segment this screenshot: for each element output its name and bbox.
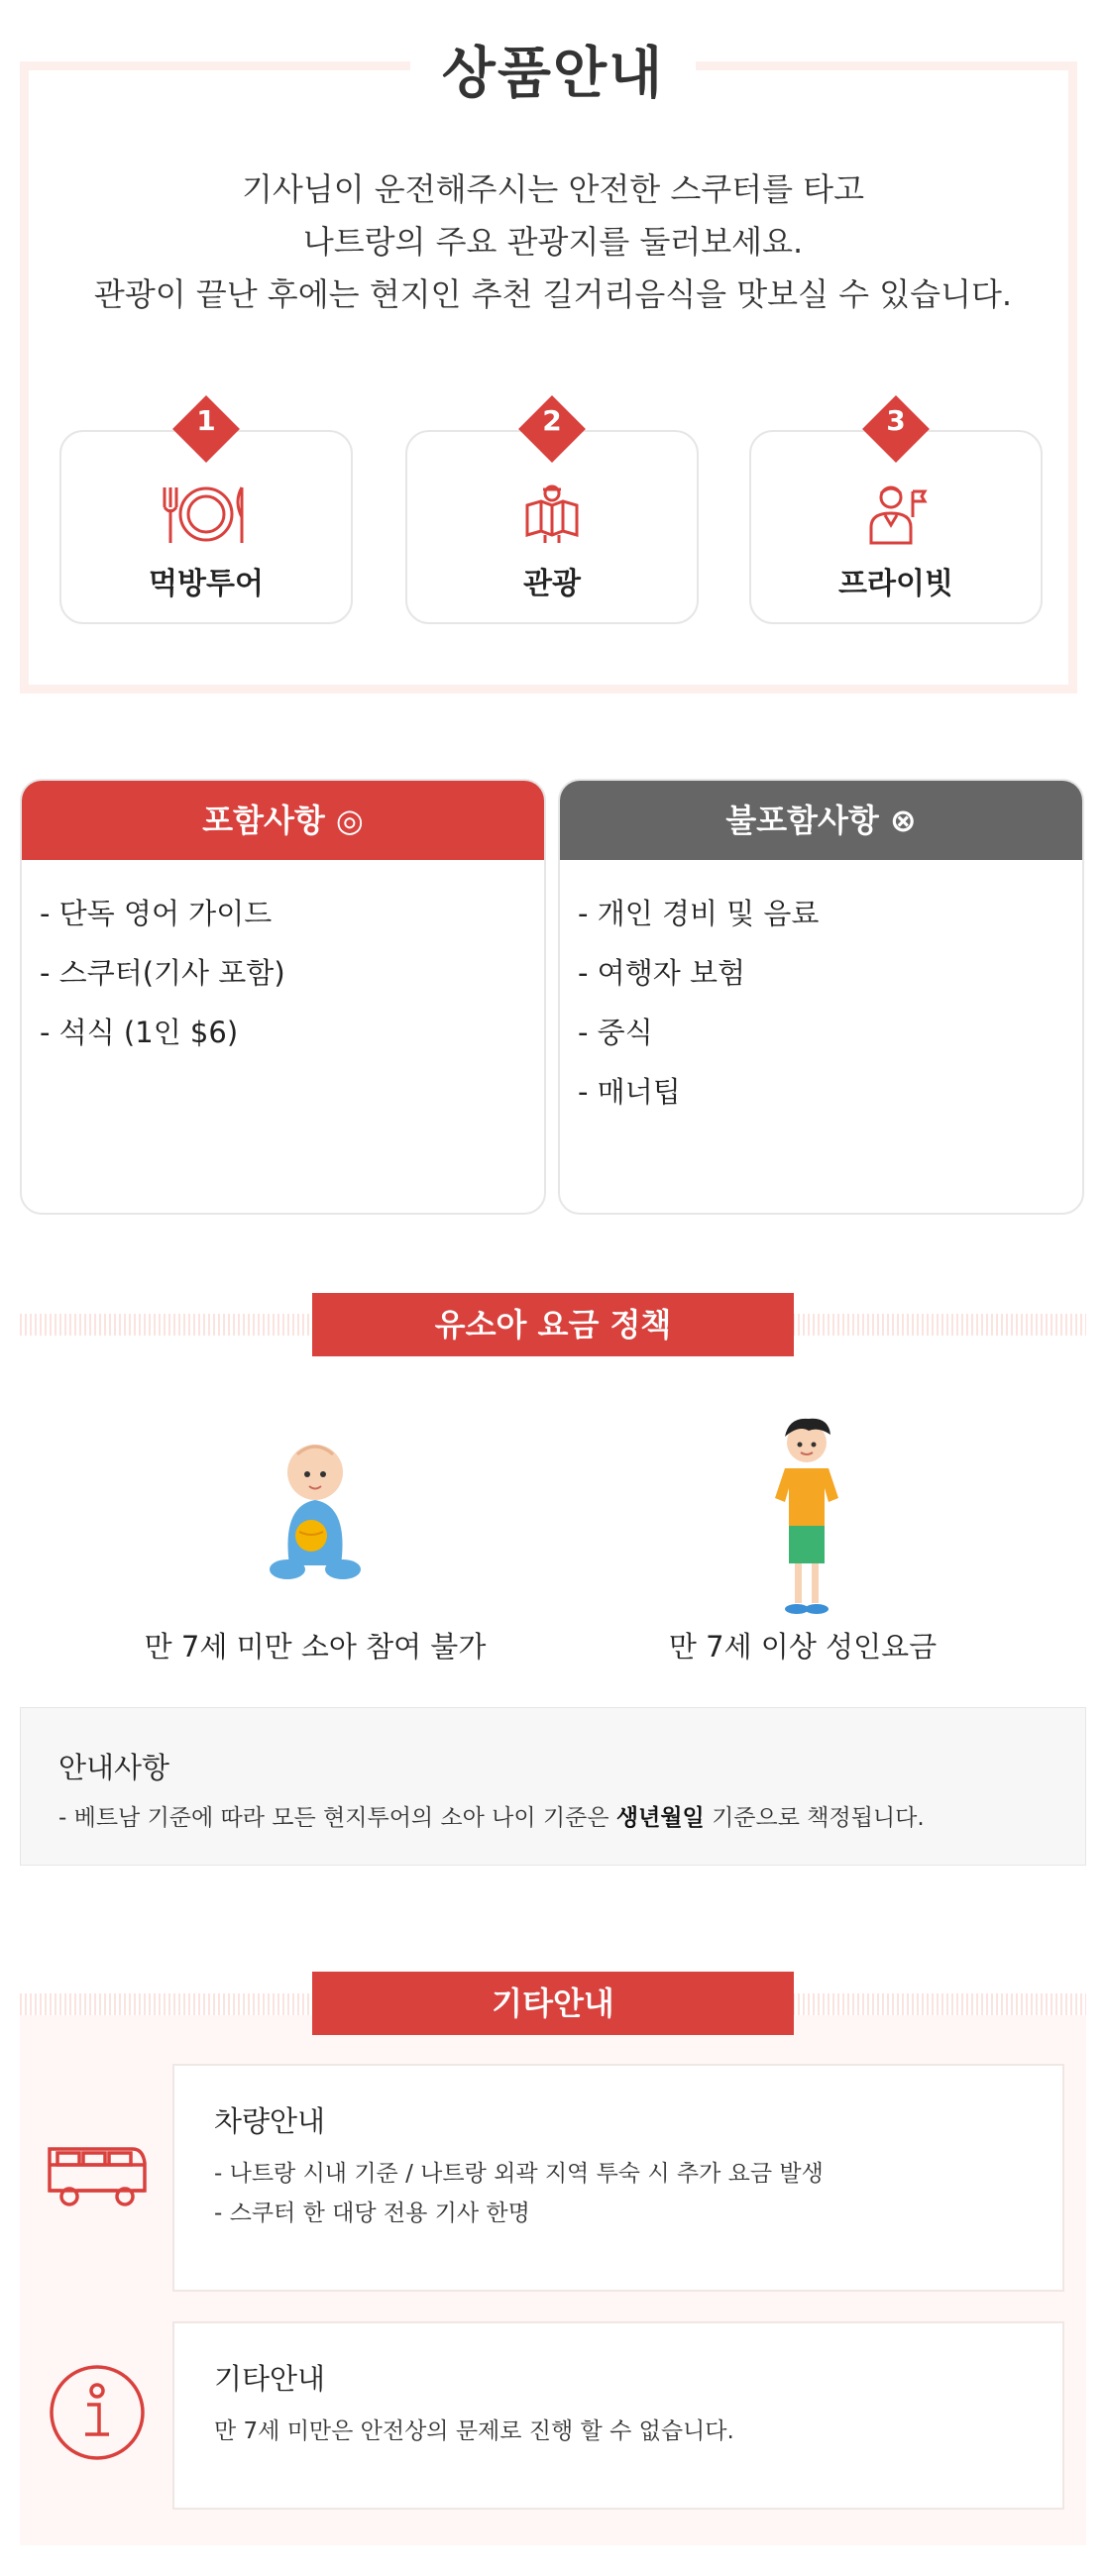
notice-title: 안내사항 <box>58 1751 170 1784</box>
feature-card-mukbang <box>59 404 353 624</box>
list-item: - 여행자 보험 <box>578 956 745 990</box>
feature-label: 관광 <box>523 567 581 601</box>
feature-number: 3 <box>886 404 906 437</box>
list-item: - 석식 (1인 $6) <box>40 1016 239 1049</box>
list-item: - 매너팁 <box>578 1075 681 1109</box>
included-box <box>20 779 546 1215</box>
notice-text <box>58 1799 925 1832</box>
feature-label: 프라이빗 <box>838 567 953 601</box>
vehicle-title: 차량안내 <box>214 2104 326 2138</box>
child-illustration <box>765 1417 848 1625</box>
included-title: 포함사항 ◎ <box>22 781 544 860</box>
private-guide-icon <box>751 483 1041 549</box>
vehicle-info-box <box>172 2064 1064 2292</box>
excluded-box <box>558 779 1084 1215</box>
child-label: 만 7세 이상 성인요금 <box>668 1630 938 1664</box>
plate-cutlery-icon <box>61 483 351 549</box>
baby-illustration <box>264 1437 363 1589</box>
product-title: 상품안내 <box>410 42 696 106</box>
intro-line: 관광이 끝난 후에는 현지인 추천 길거리음식을 맛보실 수 있습니다. <box>93 275 1013 313</box>
baby-label: 만 7세 미만 소아 참여 불가 <box>144 1630 487 1664</box>
product-intro <box>59 163 1047 321</box>
feature-card-private <box>749 404 1043 624</box>
excluded-title: 불포함사항 ⊗ <box>560 781 1082 860</box>
etc-info-box <box>172 2321 1064 2510</box>
intro-line: 기사님이 운전해주시는 안전한 스쿠터를 타고 <box>241 170 865 208</box>
list-item: - 중식 <box>578 1016 653 1049</box>
notice-bold: 생년월일 <box>615 1805 705 1831</box>
vehicle-line: - 나트랑 시내 기준 / 나트랑 외곽 지역 투숙 시 추가 요금 발생 <box>214 2161 824 2187</box>
feature-label: 먹방투어 <box>149 567 264 601</box>
etc-line: 만 7세 미만은 안전상의 문제로 진행 할 수 없습니다. <box>214 2418 734 2444</box>
child-policy-title: 유소아 요금 정책 <box>312 1293 794 1356</box>
info-icon <box>48 2363 147 2466</box>
excluded-list <box>560 860 1082 1122</box>
included-list <box>22 860 544 1062</box>
notice-suffix: 기준으로 책정됩니다. <box>704 1805 925 1831</box>
bus-icon <box>46 2143 149 2214</box>
list-item: - 개인 경비 및 음료 <box>578 897 820 930</box>
feature-number: 1 <box>196 404 216 437</box>
list-item: - 단독 영어 가이드 <box>40 897 273 930</box>
feature-number: 2 <box>542 404 562 437</box>
vehicle-line: - 스쿠터 한 대당 전용 기사 한명 <box>214 2200 530 2226</box>
etc-title: 기타안내 <box>214 2362 326 2396</box>
map-tourist-icon <box>407 483 697 549</box>
notice-prefix: - 베트남 기준에 따라 모든 현지투어의 소아 나이 기준은 <box>58 1805 616 1831</box>
feature-card-tour <box>405 404 699 624</box>
list-item: - 스쿠터(기사 포함) <box>40 956 285 990</box>
notice-box <box>20 1707 1086 1866</box>
other-title: 기타안내 <box>312 1972 794 2035</box>
intro-line: 나트랑의 주요 관광지를 둘러보세요. <box>302 223 804 261</box>
